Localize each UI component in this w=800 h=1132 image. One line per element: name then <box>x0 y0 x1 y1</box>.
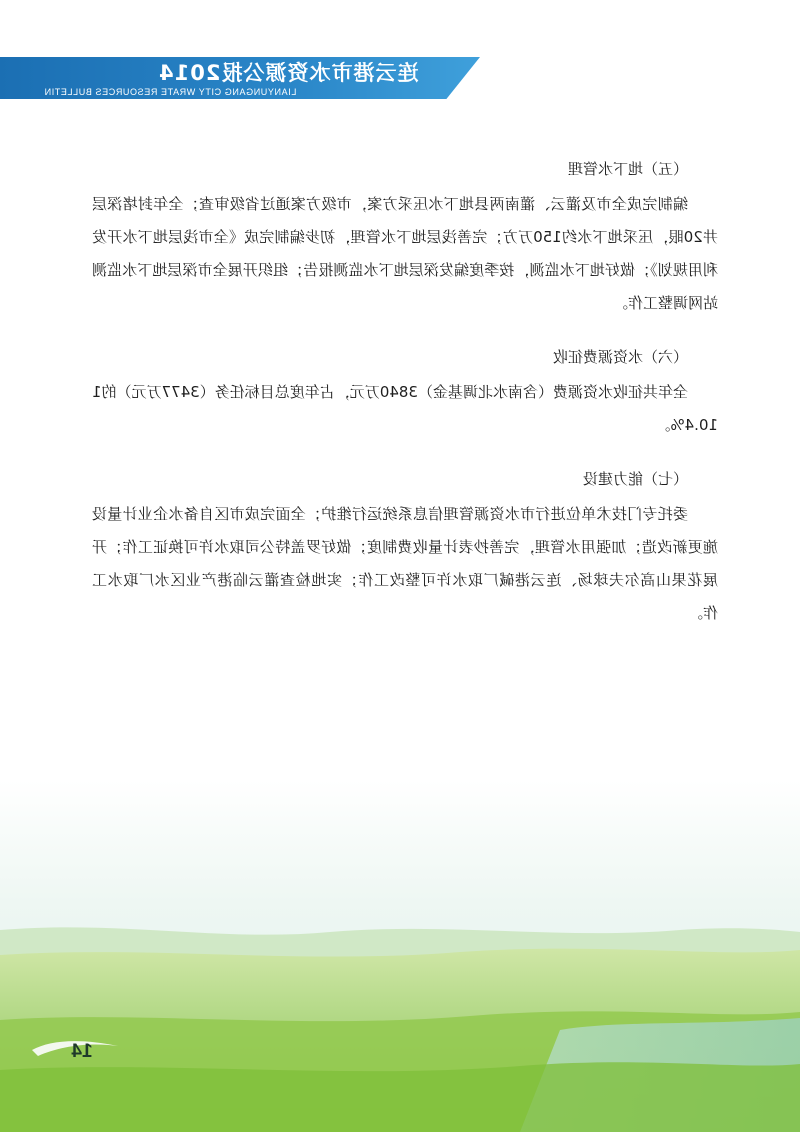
section-groundwater <box>92 150 718 320</box>
section-heading: （六）水资源费征收 <box>552 348 688 366</box>
section-capacity <box>92 460 718 630</box>
header-subtitle: LIANYUNGANG CITY WRATE RESOURCES BULLETIN <box>44 87 297 97</box>
document-body <box>92 150 718 648</box>
section-heading: （五）地下水管理 <box>567 160 688 178</box>
section-water-fee <box>92 338 718 442</box>
section-paragraph: 委托专门技术单位进行市水资源管理信息系统运行维护；全面完成市区自备水企业计量设施更新改造；加强用水管理，完善抄表计量收费制度；做好罗盖特公司取水许可换证工作；开展花果山高尔夫球场、连云港碱厂取水许可整改工作；实地检查灌云临港产业区水厂取水工作。 <box>92 505 718 622</box>
section-paragraph: 编制完成全市及灌云、灌南两县地下水压采方案，市级方案通过省级审查；全年封堵深层井20眼，压采地下水约150万方；完善浅层地下水管理，初步编制完成《全市浅层地下水开发利用规划》；做好地下水监测，按季度编发深层地下水监测报告；组织开展全市深层地下水监测站网调整工作。 <box>92 195 718 312</box>
section-paragraph: 全年共征收水资源费（含南水北调基金）3840万元，占年度总目标任务（3477万元）的110.4%。 <box>92 383 718 434</box>
section-heading: （七）能力建设 <box>582 470 688 488</box>
page-number: 14 <box>71 1041 93 1062</box>
landscape-background <box>0 780 800 1132</box>
header-title: 连云港市水资源公报2014 <box>158 61 419 85</box>
